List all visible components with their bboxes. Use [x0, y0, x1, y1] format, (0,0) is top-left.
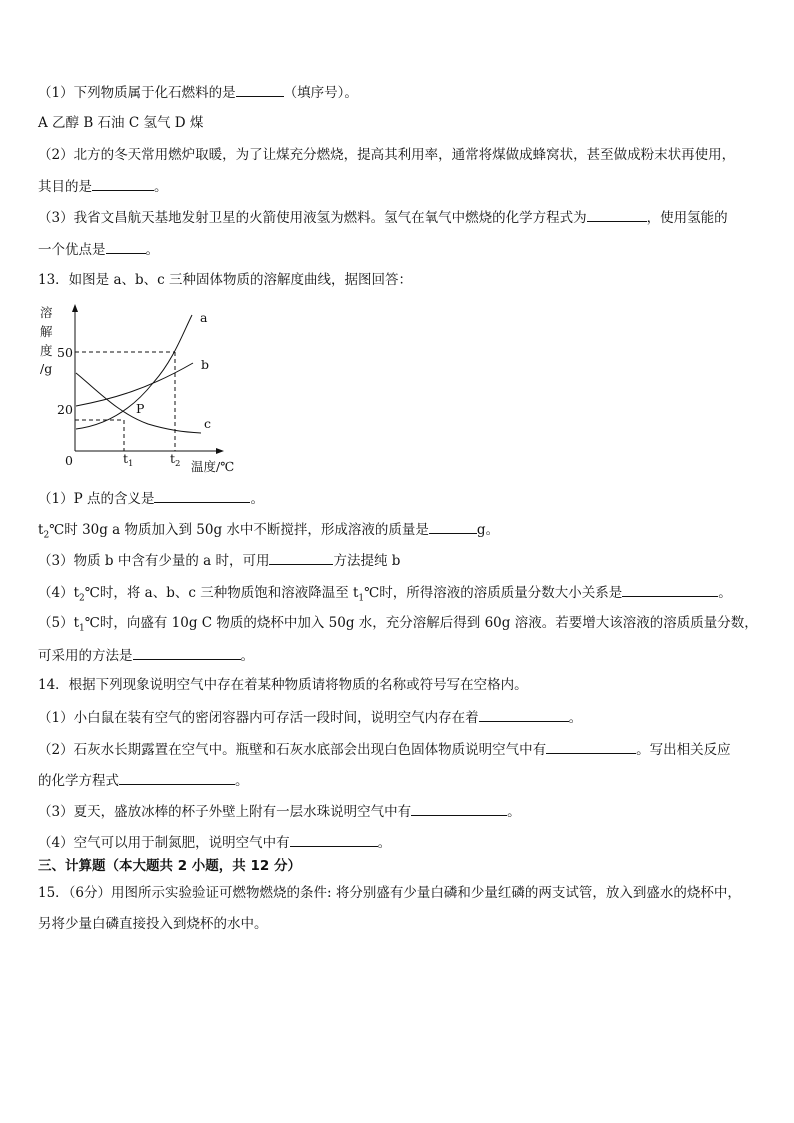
curve-label-a: a	[200, 310, 208, 325]
q12-part1: （1）下列物质属于化石燃料的是 （填序号）。	[38, 82, 358, 102]
x-axis-label: 温度/℃	[191, 459, 235, 474]
q13-part5-line1: $(5)t_1℃$时，向盛有 10g C 物质的烧杯中加入 50g 水，充分溶解后得到 60g 溶液。若要增大该溶液的溶质质量分数，	[38, 615, 758, 634]
origin-label: 0	[65, 453, 73, 468]
curve-label-c: c	[204, 416, 212, 431]
answer-blank[interactable]	[119, 770, 235, 785]
q13-part4: $(4)t_2℃$时，将 a、b、c 三种物质饱和溶液降温至 $t_1℃$时，所得溶液的溶质质量分数大小关系是 。	[38, 582, 732, 608]
y-tick-20: 20	[57, 402, 73, 417]
answer-blank[interactable]	[546, 739, 636, 754]
q13-part3: （3）物质 b 中含有少量的 a 时，可用 方法提纯 b	[38, 550, 400, 570]
q15-line1: 15．（6分）用图所示实验验证可燃物燃烧的条件: 将分别盛有少量白磷和少量红磷的两支试管，放入到盛水的烧杯中，	[38, 885, 741, 901]
q12-options: A 乙醇 B 石油 C 氢气 D 煤	[38, 115, 204, 131]
answer-blank[interactable]	[154, 488, 250, 503]
point-label-p: P	[136, 401, 145, 416]
x-tick-t1: $t_1$	[123, 451, 134, 469]
temperature-t2: $t_2$	[38, 522, 50, 541]
y-label-char: 溶	[40, 305, 53, 320]
answer-blank[interactable]	[106, 239, 146, 254]
x-tick-t2: $t_2$	[170, 451, 181, 469]
q14-part2-line1: （2）石灰水长期露置在空气中。瓶壁和石灰水底部会出现白色固体物质说明空气中有 。写出相关反应	[38, 739, 731, 759]
q12-part3-line1: （3）我省文昌航天基地发射卫星的火箭使用液氢为燃料。氢气在氧气中燃烧的化学方程式为 ，使用氢能的	[38, 207, 728, 227]
x-axis-arrow	[216, 448, 224, 454]
q14-stem: 14．根据下列现象说明空气中存在着某种物质请将物质的名称或符号写在空格内。	[38, 677, 528, 693]
solubility-curve-graph	[38, 303, 248, 475]
q13-part1: （1）P 点的含义是 。	[38, 488, 264, 508]
q15-line2: 另将少量白磷直接投入到烧杯的水中。	[38, 916, 268, 932]
answer-blank[interactable]	[429, 519, 477, 534]
y-label-unit: /g	[40, 361, 53, 376]
answer-blank[interactable]	[92, 176, 154, 191]
y-axis-arrow	[72, 304, 78, 312]
q13-part5-line2: 可采用的方法是 。	[38, 645, 254, 665]
y-tick-50: 50	[57, 345, 73, 360]
answer-blank[interactable]	[133, 645, 241, 660]
curve-label-b: b	[201, 357, 210, 372]
q14-part2-line2: 的化学方程式 。	[38, 770, 249, 790]
q14-part4: （4）空气可以用于制氮肥，说明空气中有 。	[38, 832, 391, 852]
q13-stem: 13．如图是 a、b、c 三种固体物质的溶解度曲线，据图回答：	[38, 272, 413, 288]
y-label-char: 解	[40, 324, 53, 339]
q14-part3: （3）夏天，盛放冰棒的杯子外壁上附有一层水珠说明空气中有 。	[38, 801, 521, 821]
q14-part1: （1）小白鼠在装有空气的密闭容器内可存活一段时间，说明空气内存在着 。	[38, 707, 582, 727]
answer-blank[interactable]	[587, 207, 647, 222]
q12-part2-line2: 其目的是 。	[38, 176, 168, 196]
q12-part3-line2: 一个优点是 。	[38, 239, 159, 259]
answer-blank[interactable]	[269, 550, 333, 565]
q12-part2-line1: （2）北方的冬天常用燃炉取暖，为了让煤充分燃烧，提高其利用率，通常将煤做成蜂窝状，甚至做成粉末状再使用，	[38, 147, 736, 163]
answer-blank[interactable]	[622, 582, 718, 597]
answer-blank[interactable]	[236, 82, 284, 97]
answer-blank[interactable]	[479, 707, 569, 722]
section-heading: 三、计算题（本大题共 2 小题，共 12 分）	[38, 858, 301, 874]
y-label-char: 度	[40, 343, 53, 358]
q13-part2: $t_2℃$时 30g a 物质加入到 50g 水中不断搅拌，形成溶液的质量是 g。	[38, 519, 499, 545]
answer-blank[interactable]	[290, 832, 378, 847]
answer-blank[interactable]	[411, 801, 507, 816]
